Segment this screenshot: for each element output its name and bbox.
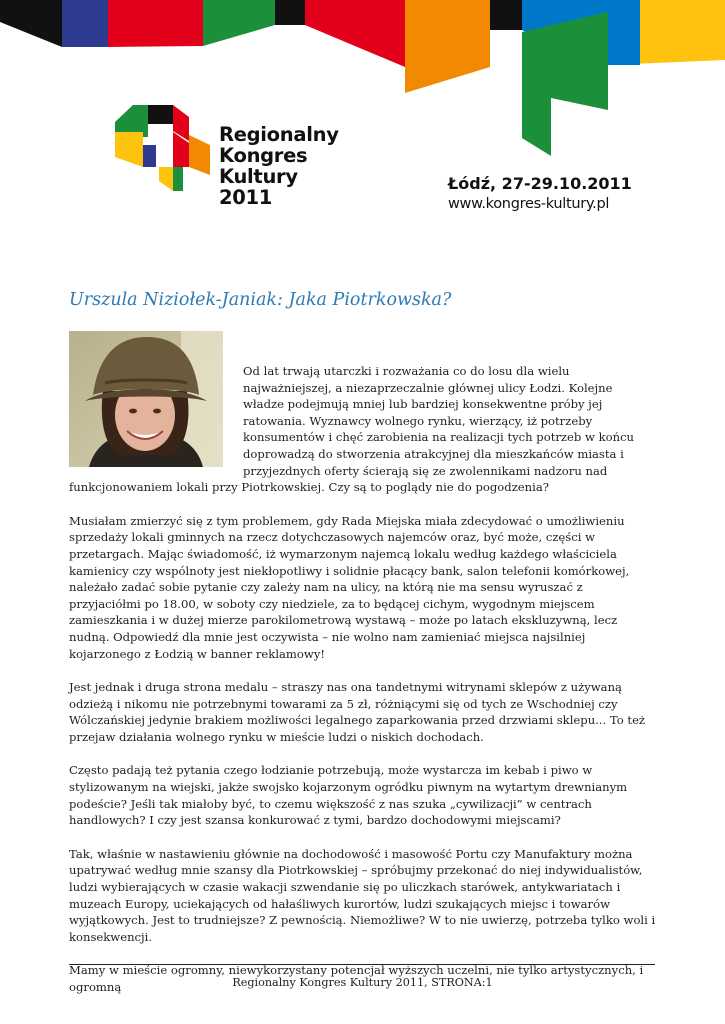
banner-shape-black-mid bbox=[490, 0, 522, 30]
banner-shape-green-left bbox=[203, 0, 275, 46]
banner-shape-blue-right bbox=[608, 0, 640, 65]
logo-line: 2011 bbox=[219, 186, 273, 209]
logo-line: Kongres bbox=[219, 144, 308, 167]
paragraph: Tak, właśnie w nastawieniu głównie na dochodowość i masowość Portu czy Manufaktury można upatrywać według mnie szansy dla Piotrkowskiej – spróbujmy przekonać do niej indywidualistów, ludzi wybierających w czasie wakacji szwendanie się po uliczkach starówek, antykwariatach i muzeach Europy, uciekających od hałaśliwych kurortów, ludzi szukających miejsc i towarów wyjątkowych. Jest to trudniejsze? Z pewnością. Niemożliwe? W to nie uwierzę, potrzeba tylko woli i konsekwencji. bbox=[69, 846, 656, 944]
regional-congress-logo-icon bbox=[115, 105, 215, 197]
event-date: Łódź, 27-29.10.2011 bbox=[448, 174, 632, 193]
paragraph: Od lat trwają utarczki i rozważania co do losu dla wielu najważniejszej, a niezaprzeczalnie głównej ulicy Łodzi. Kolejne władze podejmują mniej lub bardziej konsekwentne próby jej ratowania. Wyznawcy wolnego rynku, wierzący, iż potrzeby konsumentów i chęć zarobienia na realizacji tych potrzeb w końcu doprowadzą do stworzenia atrakcyjnej dla mieszkańców miasta i przyjezdnych oferty ścierają się ze zwolennikami nadzoru nad funkcjonowaniem lokali przy Piotrkowskiej. Czy są to poglądy nie do pogodzenia? bbox=[69, 364, 635, 495]
footer-divider bbox=[69, 964, 655, 965]
banner-shape-black-small bbox=[275, 0, 305, 25]
event-info bbox=[448, 174, 632, 214]
banner-shape-red-left bbox=[108, 0, 203, 47]
banner-shape-green-right bbox=[522, 12, 608, 156]
paragraph: Musiałam zmierzyć się z tym problemem, gdy Rada Miejska miała zdecydować o umożliwieniu sprzedaży lokali gminnych na rzecz dotychczasowych najemców oraz, być może, części w przetargach. Mając świadomość, iż wymarzonym najemcą lokalu według każdego właściciela kamienicy czy wspólnoty jest niekłopotliwy i solidnie płacący bank, salon telefonii komórkowej, należało zadać sobie pytanie czy zależy nam na ulicy, na którą nie ma sensu wyruszać z przyjaciółmi po 18.00, w soboty czy niedziele, za to będącej cichym, wygodnym miejscem zamieszkania i w dużej mierze parokilometrową wystawą – może po latach ekskluzywną, lecz nudną. Odpowiedź dla mnie jest oczywista – nie wolno nam zamieniać miejsca najsilniej kojarzonego z Łodzią w banner reklamowy! bbox=[69, 513, 630, 661]
logo-wordmark bbox=[219, 124, 339, 208]
paragraph: Często padają też pytania czego łodzianie potrzebują, może wystarcza im kebab i piwo w stylizowanym na wiejski, jakże swojsko kojarzonym ogródku piwnym na wytartym drewnianym podeście? Jeśli tak miałoby być, to czemu większość z nas szuka „cywilizacji” w centrach handlowych? I czy jest szansa konkurować z tymi, bardzo dochodowymi miejscami? bbox=[69, 763, 628, 828]
footer-page-label: Regionalny Kongres Kultury 2011, STRONA:1 bbox=[232, 976, 493, 989]
banner-shape-black bbox=[0, 0, 62, 47]
article-title: Urszula Niziołek-Janiak: Jaka Piotrkowska? bbox=[69, 290, 452, 310]
banner-shape-orange bbox=[405, 0, 490, 93]
logo-line: Regionalny bbox=[219, 123, 339, 146]
banner-shape-navy bbox=[62, 0, 108, 47]
event-url[interactable]: www.kongres-kultury.pl bbox=[448, 196, 610, 212]
header-banner-graphic bbox=[0, 0, 725, 160]
banner-shape-red-mid bbox=[305, 0, 405, 67]
paragraph: Mamy w mieście ogromny, niewykorzystany potencjał wyższych uczelni, nie tylko artystycznych, i ogromną bbox=[69, 963, 644, 994]
logo-line: Kultury bbox=[219, 165, 298, 188]
author-portrait bbox=[69, 331, 223, 467]
paragraph: Jest jednak i druga strona medalu – straszy nas ona tandetnymi witrynami sklepów z używaną odzieżą i nikomu nie potrzebnymi towarami za 5 zł, różniącymi się od tych ze Wschodniej czy Wólczańskiej jedynie brakiem możliwości legalnego zaparkowania przed drzwiami sklepu... To też przejaw działania wolnego rynku w mieście ludzi o niskich dochodach. bbox=[69, 680, 646, 744]
article-body bbox=[69, 330, 657, 1013]
